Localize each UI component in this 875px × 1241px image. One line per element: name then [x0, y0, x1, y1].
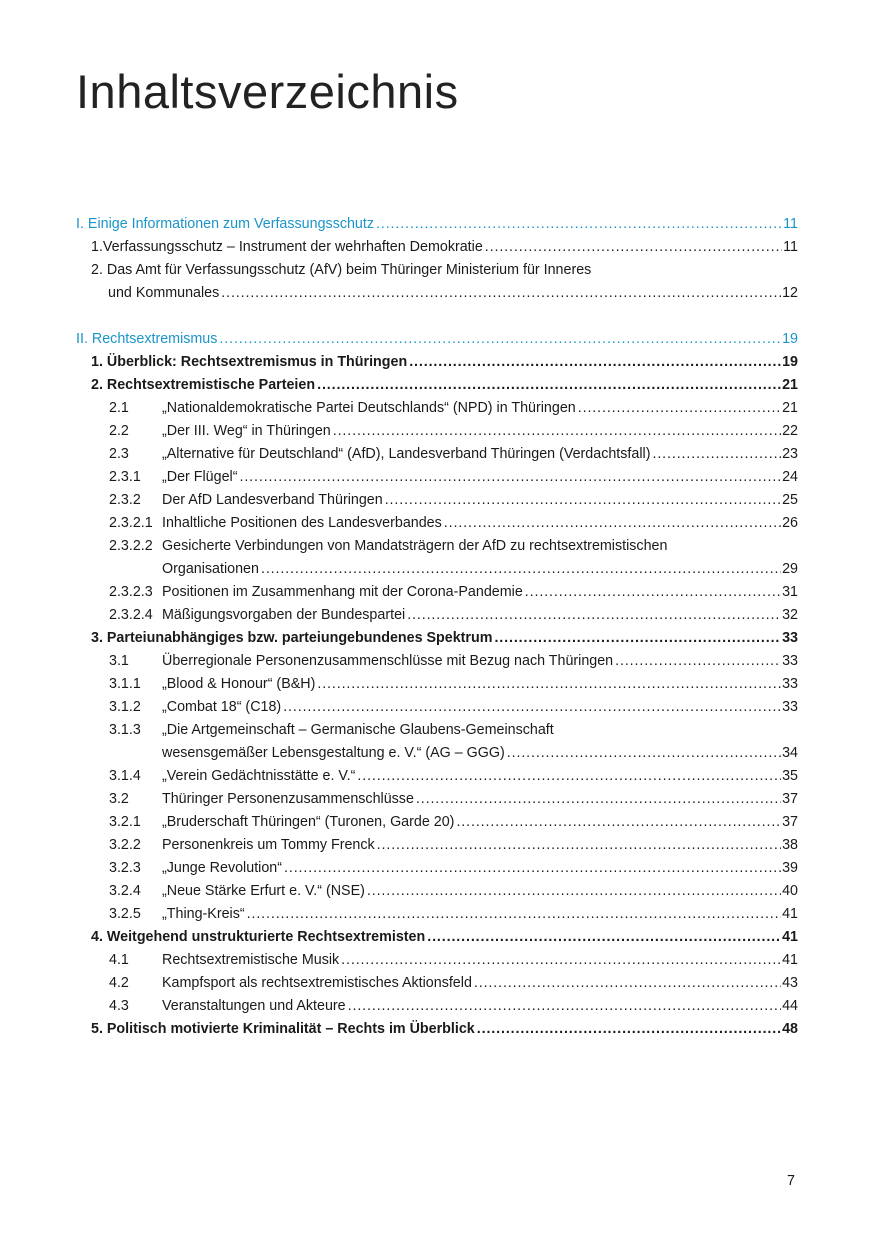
toc-dot-leader: [247, 903, 781, 926]
toc-entry-title: „Combat 18“ (C18): [162, 699, 282, 715]
toc-entry-title: „Nationaldemokratische Partei Deutschlands“ (NPD) in Thüringen: [162, 400, 576, 416]
toc-entry[interactable]: [76, 926, 798, 949]
toc-entry-number: 3.2.3: [109, 860, 141, 876]
toc-entry-title: Mäßigungsvorgaben der Bundespartei: [162, 607, 406, 623]
toc-dot-leader: [494, 627, 781, 650]
toc-entry-page: 24: [782, 469, 798, 485]
toc-dot-leader: [477, 1018, 781, 1041]
toc-entry-number: 3.1.2: [109, 699, 141, 715]
toc-entry-title: Organisationen: [162, 561, 259, 577]
toc-entry-number: 2.3.2: [109, 492, 141, 508]
toc-entry-title: „Alternative für Deutschland“ (AfD), Landesverband Thüringen (Verdachtsfall): [162, 446, 651, 462]
toc-entry-page: 31: [782, 584, 798, 600]
page-title: Inhaltsverzeichnis: [76, 65, 459, 118]
toc-entry-page: 37: [782, 791, 798, 807]
toc-dot-leader: [578, 397, 781, 420]
toc-dot-leader: [367, 880, 781, 903]
toc-entry[interactable]: [76, 650, 798, 673]
toc-entry[interactable]: [76, 282, 798, 305]
toc-entry-title: Überregionale Personenzusammenschlüsse mit Bezug nach Thüringen: [162, 653, 614, 669]
toc-entry-page: 48: [782, 1021, 798, 1037]
toc-entry-title: „Der III. Weg“ in Thüringen: [162, 423, 331, 439]
toc-entry-page: 38: [782, 837, 798, 853]
toc-dot-leader: [409, 351, 781, 374]
toc-entry-page: 37: [782, 814, 798, 830]
toc-dot-leader: [283, 696, 781, 719]
toc-dot-leader: [427, 926, 781, 949]
toc-entry-number: 3.2.2: [109, 837, 141, 853]
page-number: 7: [787, 1173, 795, 1189]
toc-entry-title: „Bruderschaft Thüringen“ (Turonen, Garde 20): [162, 814, 455, 830]
toc-dot-leader: [407, 604, 781, 627]
toc-entry-number: 2.3.2.2: [109, 538, 153, 554]
toc-entry-title: und Kommunales: [108, 285, 220, 301]
toc-entry-page: 23: [782, 446, 798, 462]
toc-dot-leader: [317, 374, 781, 397]
toc-dot-leader: [416, 788, 781, 811]
toc-entry-title: 4. Weitgehend unstrukturierte Rechtsextremisten: [91, 929, 426, 945]
toc-entry-page: 33: [782, 676, 798, 692]
toc-entry[interactable]: [76, 466, 798, 489]
toc-entry-number: 4.3: [109, 998, 129, 1014]
toc-entry-page: 40: [782, 883, 798, 899]
toc-entry[interactable]: [76, 236, 798, 259]
toc-dot-leader: [317, 673, 781, 696]
toc-entry-title: I. Einige Informationen zum Verfassungsschutz: [76, 216, 375, 232]
toc-entry-title: Inhaltliche Positionen des Landesverbandes: [162, 515, 442, 531]
toc-entry[interactable]: [76, 1018, 798, 1041]
toc-entry-number: 2.3: [109, 446, 129, 462]
toc-entry-title: wesensgemäßer Lebensgestaltung e. V.“ (AG – GGG): [162, 745, 505, 761]
toc-entry[interactable]: [76, 788, 798, 811]
toc-entry-title: Positionen im Zusammenhang mit der Corona-Pandemie: [162, 584, 523, 600]
toc-entry-title: 2. Das Amt für Verfassungsschutz (AfV) beim Thüringer Ministerium für Inneres: [91, 262, 592, 278]
toc-entry-page: 39: [782, 860, 798, 876]
toc-entry-page: 11: [783, 239, 798, 255]
toc-dot-leader: [652, 443, 781, 466]
toc-entry[interactable]: [76, 995, 798, 1018]
toc-dot-leader: [221, 282, 781, 305]
toc-entry-title: Gesicherte Verbindungen von Mandatsträgern der AfD zu rechtsextremistischen: [162, 538, 668, 554]
toc-dot-leader: [333, 420, 781, 443]
toc-entry-page: 35: [782, 768, 798, 784]
toc-entry-title: Kampfsport als rechtsextremistisches Aktionsfeld: [162, 975, 472, 991]
toc-entry[interactable]: [76, 627, 798, 650]
toc-entry-title: 5. Politisch motivierte Kriminalität – Rechts im Überblick: [91, 1021, 475, 1037]
toc-entry-title: „Verein Gedächtnisstätte e. V.“: [162, 768, 356, 784]
toc-entry-title: 2. Rechtsextremistische Parteien: [91, 377, 316, 393]
toc-entry-title: „Blood & Honour“ (B&H): [162, 676, 316, 692]
toc-entry-title: Der AfD Landesverband Thüringen: [162, 492, 383, 508]
toc-entry-number: 4.2: [109, 975, 129, 991]
toc-entry-page: 26: [782, 515, 798, 531]
toc-entry-page: 11: [783, 216, 798, 232]
toc-entry-page: 41: [782, 952, 798, 968]
toc-entry[interactable]: [76, 489, 798, 512]
table-of-contents: [76, 213, 798, 1041]
toc-entry-page: 41: [782, 929, 798, 945]
toc-entry-number: 2.3.1: [109, 469, 141, 485]
toc-entry[interactable]: [76, 443, 798, 466]
toc-dot-leader: [348, 995, 781, 1018]
toc-dot-leader: [341, 949, 781, 972]
toc-entry-page: 34: [782, 745, 798, 761]
toc-entry[interactable]: [76, 581, 798, 604]
toc-entry[interactable]: [76, 512, 798, 535]
toc-entry[interactable]: [76, 374, 798, 397]
toc-entry[interactable]: [76, 535, 798, 558]
toc-entry-number: 2.3.2.3: [109, 584, 153, 600]
toc-entry-title: Thüringer Personenzusammenschlüsse: [162, 791, 414, 807]
toc-entry-page: 44: [782, 998, 798, 1014]
toc-entry-title: 3. Parteiunabhängiges bzw. parteiungebundenes Spektrum: [91, 630, 493, 646]
toc-entry-page: 19: [782, 331, 798, 347]
toc-entry-page: 25: [782, 492, 798, 508]
toc-entry-number: 3.2.1: [109, 814, 141, 830]
toc-entry[interactable]: [76, 213, 798, 236]
toc-entry[interactable]: [76, 558, 798, 581]
toc-entry-number: 3.1: [109, 653, 129, 669]
toc-entry-number: 2.3.2.4: [109, 607, 153, 623]
toc-entry[interactable]: [76, 765, 798, 788]
toc-entry-title: Personenkreis um Tommy Frenck: [162, 837, 375, 853]
toc-entry[interactable]: [76, 811, 798, 834]
toc-entry-number: 2.3.2.1: [109, 515, 153, 531]
toc-dot-leader: [456, 811, 781, 834]
toc-entry[interactable]: [76, 604, 798, 627]
toc-entry[interactable]: [76, 880, 798, 903]
toc-entry-title: „Thing-Kreis“: [162, 906, 245, 922]
toc-entry-page: 43: [782, 975, 798, 991]
toc-entry[interactable]: [76, 673, 798, 696]
toc-dot-leader: [357, 765, 781, 788]
toc-dot-leader: [261, 558, 781, 581]
toc-entry-page: 21: [782, 400, 798, 416]
toc-entry-number: 3.2.4: [109, 883, 141, 899]
toc-entry-title: „Neue Stärke Erfurt e. V.“ (NSE): [162, 883, 365, 899]
toc-entry[interactable]: [76, 949, 798, 972]
toc-entry-page: 21: [782, 377, 798, 393]
toc-entry[interactable]: [76, 834, 798, 857]
toc-dot-leader: [377, 834, 781, 857]
toc-entry-page: 29: [782, 561, 798, 577]
toc-entry-title: 1. Überblick: Rechtsextremismus in Thüringen: [91, 354, 408, 370]
toc-dot-leader: [615, 650, 781, 673]
toc-entry-number: 3.2: [109, 791, 129, 807]
toc-entry[interactable]: [76, 397, 798, 420]
toc-dot-leader: [474, 972, 781, 995]
toc-entry-title: „Die Artgemeinschaft – Germanische Glaubens-Gemeinschaft: [162, 722, 554, 738]
toc-entry[interactable]: [76, 903, 798, 926]
toc-entry-number: 3.2.5: [109, 906, 141, 922]
toc-dot-leader: [219, 328, 781, 351]
toc-dot-leader: [444, 512, 781, 535]
toc-entry-number: 2.1: [109, 400, 129, 416]
toc-entry-number: 3.1.1: [109, 676, 141, 692]
toc-dot-leader: [525, 581, 781, 604]
toc-entry-page: 19: [782, 354, 798, 370]
toc-entry[interactable]: [76, 328, 798, 351]
toc-entry-title: 1.Verfassungsschutz – Instrument der wehrhaften Demokratie: [91, 239, 483, 255]
toc-dot-leader: [385, 489, 781, 512]
toc-entry-title: Veranstaltungen und Akteure: [162, 998, 346, 1014]
toc-dot-leader: [376, 213, 782, 236]
toc-entry-number: 3.1.3: [109, 722, 141, 738]
toc-entry-page: 12: [782, 285, 798, 301]
toc-entry[interactable]: [76, 857, 798, 880]
toc-dot-leader: [284, 857, 781, 880]
toc-entry-number: 2.2: [109, 423, 129, 439]
toc-dot-leader: [507, 742, 781, 765]
toc-entry[interactable]: [76, 259, 798, 282]
toc-dot-leader: [485, 236, 782, 259]
toc-entry-title: „Der Flügel“: [162, 469, 238, 485]
toc-entry[interactable]: [76, 972, 798, 995]
toc-entry-title: Rechtsextremistische Musik: [162, 952, 340, 968]
toc-entry[interactable]: [76, 742, 798, 765]
toc-entry[interactable]: [76, 420, 798, 443]
toc-entry-number: 4.1: [109, 952, 129, 968]
toc-entry-page: 33: [782, 653, 798, 669]
toc-entry[interactable]: [76, 351, 798, 374]
toc-entry-page: 33: [782, 699, 798, 715]
toc-entry-page: 22: [782, 423, 798, 439]
toc-entry[interactable]: [76, 719, 798, 742]
toc-entry-page: 33: [782, 630, 798, 646]
toc-entry[interactable]: [76, 696, 798, 719]
toc-entry-title: II. Rechtsextremismus: [76, 331, 218, 347]
toc-dot-leader: [239, 466, 781, 489]
toc-entry-page: 32: [782, 607, 798, 623]
toc-entry-number: 3.1.4: [109, 768, 141, 784]
toc-entry-page: 41: [782, 906, 798, 922]
toc-entry-title: „Junge Revolution“: [162, 860, 283, 876]
